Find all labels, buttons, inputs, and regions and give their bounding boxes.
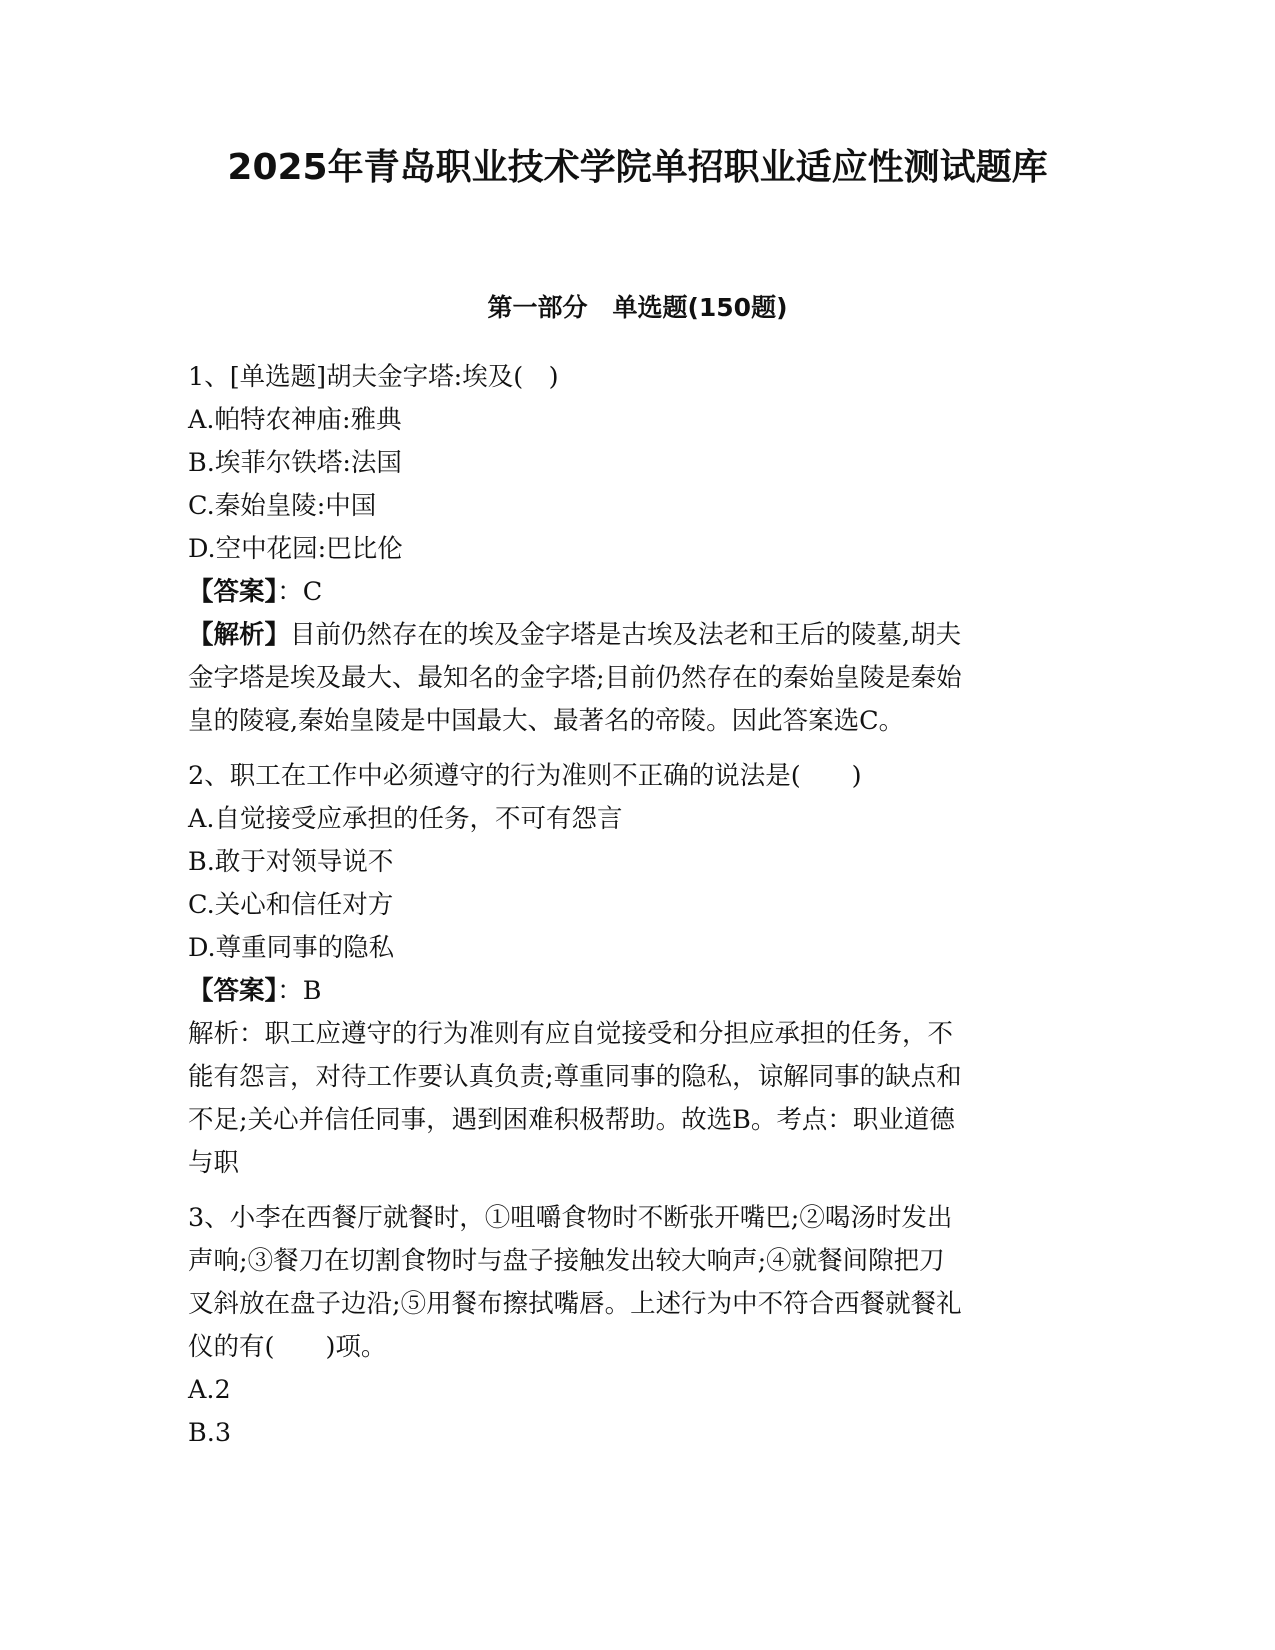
- question-list: [188, 356, 1078, 1455]
- question-1-stem: 1、[单选题]胡夫金字塔:埃及( ): [188, 362, 559, 392]
- question-3-stem-line-3: 叉斜放在盘子边沿;⑤用餐布擦拭嘴唇。上述行为中不符合西餐就餐礼: [188, 1289, 962, 1319]
- answer-label: 【答案】: [188, 577, 278, 607]
- question-2-stem: 2、职工在工作中必须遵守的行为准则不正确的说法是( ): [188, 761, 862, 791]
- answer-label: 【答案】: [188, 976, 278, 1006]
- question-2-option-d: D.尊重同事的隐私: [188, 933, 395, 963]
- question-1-answer: [188, 571, 1078, 614]
- question-1-option-a: A.帕特农神庙:雅典: [188, 405, 402, 435]
- question-3: [188, 1197, 1078, 1455]
- question-1-option-c: C.秦始皇陵:中国: [188, 491, 377, 521]
- question-1-analysis-line-1: [188, 614, 1078, 657]
- question-3-option-b: B.3: [188, 1418, 232, 1448]
- question-3-stem-line-1: 3、小李在西餐厅就餐时，①咀嚼食物时不断张开嘴巴;②喝汤时发出: [188, 1203, 953, 1233]
- question-2-option-c: C.关心和信任对方: [188, 890, 394, 920]
- analysis-label: 【解析】: [188, 620, 291, 650]
- question-2: [188, 755, 1078, 1185]
- question-3-stem-line-4: 仪的有( )项。: [188, 1332, 387, 1362]
- question-1-option-b: B.埃菲尔铁塔:法国: [188, 448, 402, 478]
- analysis-text: 目前仍然存在的埃及金字塔是古埃及法老和王后的陵墓,胡夫: [290, 620, 962, 650]
- question-3-option-a: A.2: [188, 1375, 231, 1405]
- document-title: 2025年青岛职业技术学院单招职业适应性测试题库: [227, 147, 1048, 188]
- question-1-option-d: D.空中花园:巴比伦: [188, 534, 403, 564]
- question-3-stem-line-2: 声响;③餐刀在切割食物时与盘子接触发出较大响声;④就餐间隙把刀: [188, 1246, 945, 1276]
- section-heading: 第一部分 单选题(150题): [487, 293, 788, 322]
- question-2-option-b: B.敢于对领导说不: [188, 847, 394, 877]
- question-2-analysis-line-2: 能有怨言，对待工作要认真负责;尊重同事的隐私，谅解同事的缺点和: [188, 1062, 962, 1092]
- question-1: [188, 356, 1078, 743]
- question-2-analysis-line-3: 不足;关心并信任同事，遇到困难积极帮助。故选B。考点：职业道德: [188, 1105, 955, 1135]
- question-1-analysis-line-3: 皇的陵寝,秦始皇陵是中国最大、最著名的帝陵。因此答案选C。: [188, 706, 905, 736]
- question-2-answer: [188, 970, 1078, 1013]
- question-2-analysis-line-1: 解析：职工应遵守的行为准则有应自觉接受和分担应承担的任务，不: [188, 1019, 954, 1049]
- answer-value: ：B: [277, 976, 322, 1006]
- question-2-analysis-line-4: 与职: [188, 1148, 240, 1178]
- answer-value: ：C: [277, 577, 323, 607]
- question-1-analysis-line-2: 金字塔是埃及最大、最知名的金字塔;目前仍然存在的秦始皇陵是秦始: [188, 663, 962, 693]
- question-2-option-a: A.自觉接受应承担的任务，不可有怨言: [188, 804, 623, 834]
